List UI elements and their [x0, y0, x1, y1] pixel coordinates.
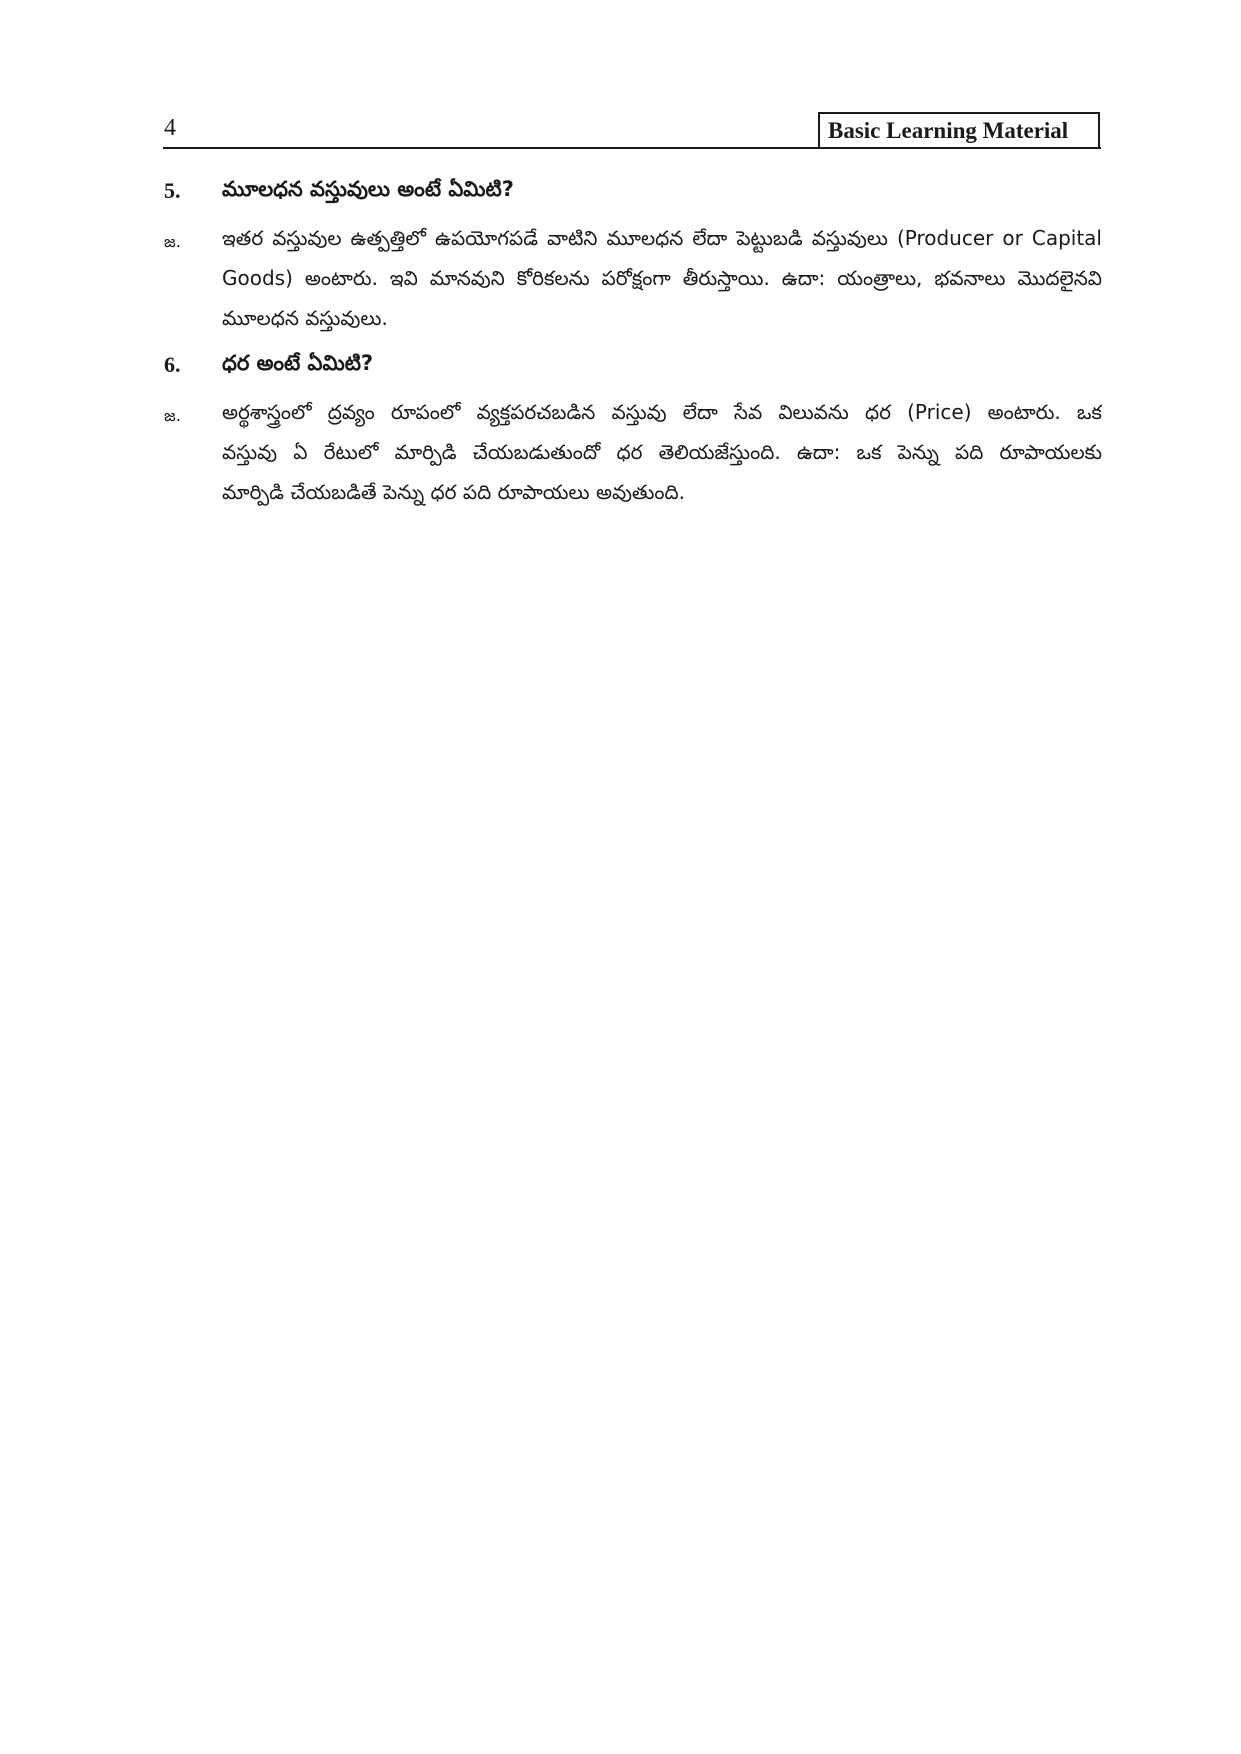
question-number: 6. [164, 352, 181, 377]
header-title-box: Basic Learning Material [818, 112, 1100, 147]
question-number: 5. [164, 178, 181, 203]
question-heading: ధర అంటే ఏమిటి? [222, 351, 374, 375]
question-heading: మూలధన వస్తువులు అంటే ఏమిటి? [222, 177, 514, 201]
answer-line: అర్థశాస్త్రంలో ద్రవ్యం రూపంలో వ్యక్తపరచబడిన వస్తువు లేదా సేవ విలువను ధర (Price) అంటారు. ఒక [222, 400, 1102, 424]
answer-marker: జ. [164, 406, 181, 425]
answer-paragraph [222, 218, 1102, 338]
answer-marker: జ. [164, 232, 181, 251]
answer-line: మూలధన వస్తువులు. [222, 306, 388, 330]
page-number: 4 [164, 115, 176, 141]
header-rule [163, 147, 1101, 149]
answer-line: వస్తువు ఏ రేటులో మార్పిడి చేయబడుతుందో ధర తెలియజేస్తుంది. ఉదా: ఒక పెన్ను పది రూపాయలకు [222, 440, 1102, 464]
answer-line: ఇతర వస్తువుల ఉత్పత్తిలో ఉపయోగపడే వాటిని మూలధన లేదా పెట్టుబడి వస్తువులు (Producer or Capital [222, 226, 1102, 250]
answer-line: మార్పిడి చేయబడితే పెన్ను ధర పది రూపాయలు అవుతుంది. [222, 480, 686, 504]
answer-line: Goods) అంటారు. ఇవి మానవుని కోరికలను పరోక్షంగా తీరుస్తాయి. ఉదా: యంత్రాలు, భవనాలు మొదలైనవి [222, 266, 1102, 290]
answer-paragraph [222, 392, 1102, 512]
